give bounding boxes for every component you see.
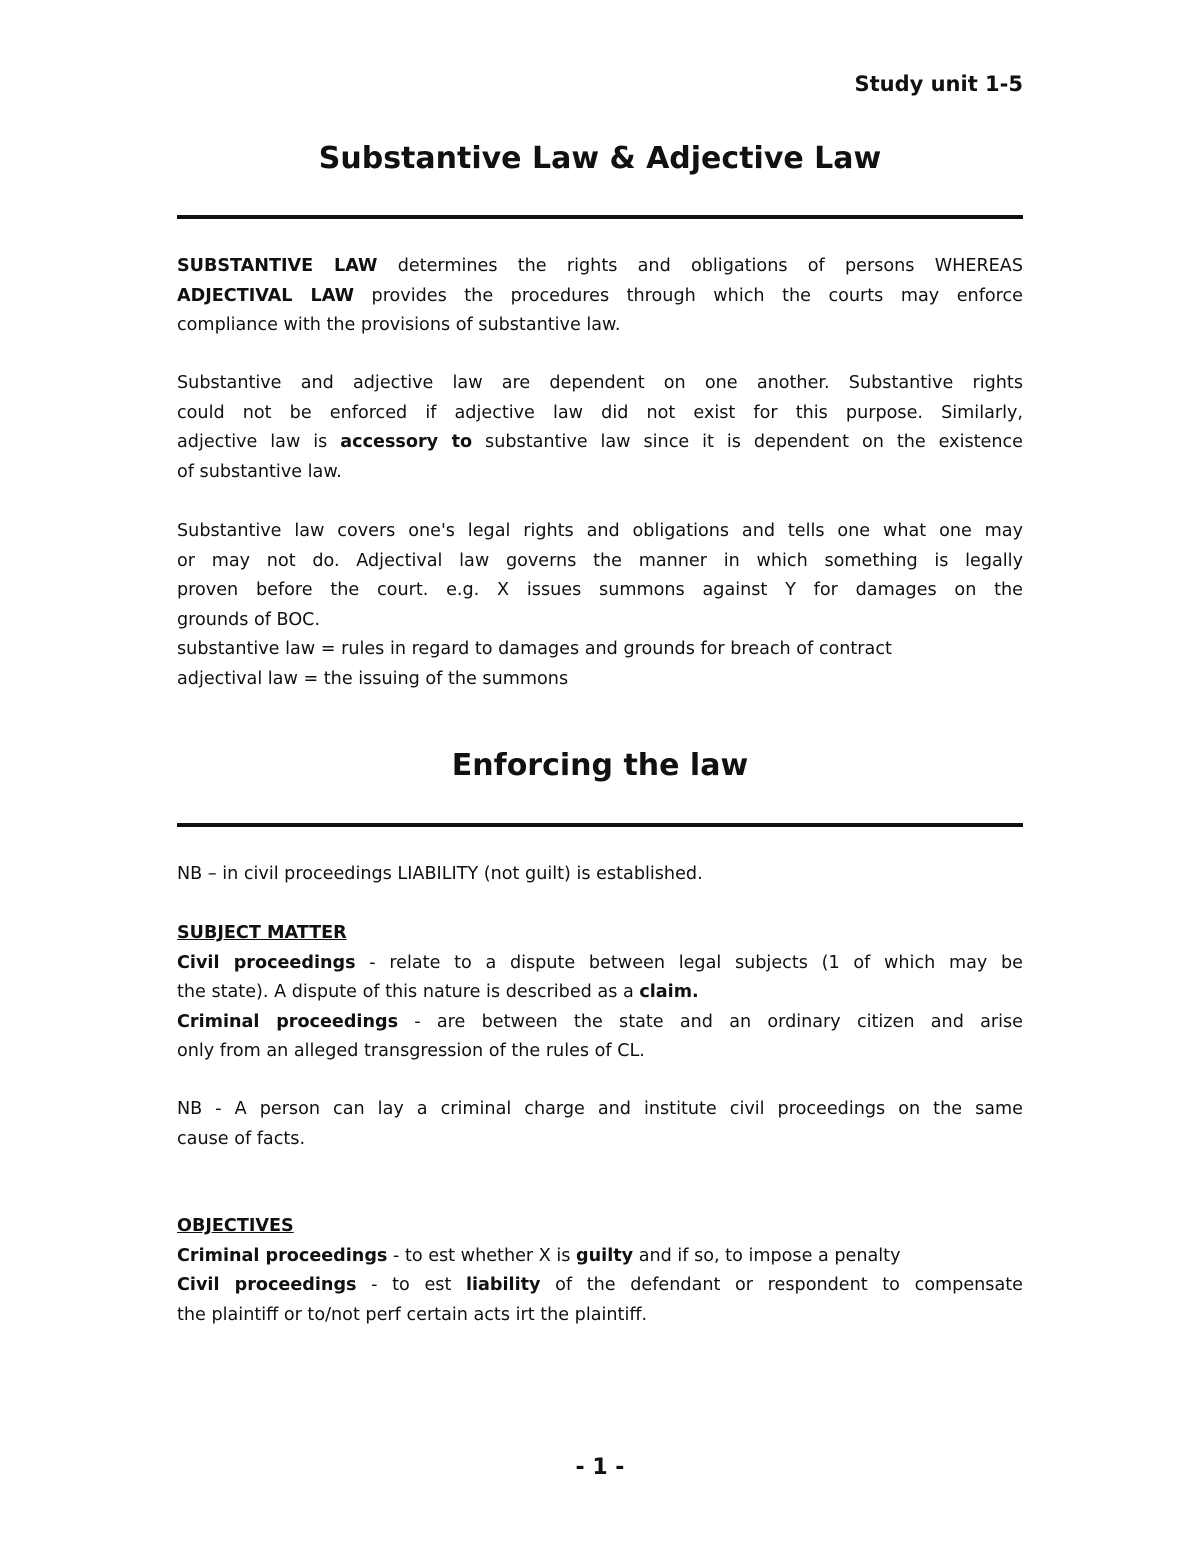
paragraph-example: Substantive law covers one's legal rights and obligations and tells one what one may or may not do. Adjectival law governs the manner in which something is legally proven before the court. e.g. X issues summons against Y for damages on the grounds of BOC. substantive law = rules in regard to damages and grounds for breach of contract adjectival law = the issuing of the summons <box>177 521 1023 689</box>
heading-objectives: OBJECTIVES <box>177 1216 294 1236</box>
page-number: - 1 - <box>575 1455 625 1480</box>
title-divider <box>177 215 1023 219</box>
title-divider <box>177 823 1023 827</box>
paragraph-definitions: SUBSTANTIVE LAW determines the rights and obligations of persons WHEREAS ADJECTIVAL LAW provides the procedures through which the courts may enforce compliance with the provisions of substantive law. <box>177 256 1024 335</box>
term-criminal-proceedings: Criminal proceedings <box>177 1245 388 1266</box>
study-unit-header: Study unit 1-5 <box>854 72 1023 96</box>
heading-subject-matter: SUBJECT MATTER <box>177 923 347 943</box>
nb-criminal-civil-note: NB - A person can lay a criminal charge and institute civil proceedings on the same cause of facts. <box>177 1099 1023 1149</box>
term-civil-proceedings: Civil proceedings <box>177 1275 357 1295</box>
section-title-enforcing-law: Enforcing the law <box>451 748 749 783</box>
objectives-block: OBJECTIVES Criminal proceedings - to est whether X is guilty and if so, to impose a penalty Civil proceedings - to est liability of the defendant or respondent to compensate the plaintiff or to/not perf certain acts irt the plaintiff. <box>177 1216 1023 1325</box>
term-adjectival-law: ADJECTIVAL LAW <box>177 285 354 306</box>
term-guilty: guilty <box>576 1245 634 1266</box>
term-substantive-law: SUBSTANTIVE LAW <box>177 256 378 276</box>
term-criminal-proceedings: Criminal proceedings <box>177 1011 399 1032</box>
paragraph-dependence: Substantive and adjective law are dependent on one another. Substantive rights could not be enforced if adjective law did not exist for this purpose. Similarly, adjective law is accessory to substantive law since it is dependent on the existence of substantive law. <box>177 373 1023 482</box>
term-claim: claim. <box>639 982 699 1002</box>
subject-matter-block: SUBJECT MATTER Civil proceedings - relate to a dispute between legal subjects (1 of which may be the state). A dispute of this nature is described as a claim. Criminal proceedings - are between the state and an ordinary citizen and arise only from an alleged transgression of the rules of CL. <box>177 923 1023 1061</box>
term-accessory-to: accessory to <box>340 432 473 452</box>
term-civil-proceedings: Civil proceedings <box>177 952 356 973</box>
section-title-substantive-adjective: Substantive Law & Adjective Law <box>318 141 882 176</box>
term-liability: liability <box>465 1275 541 1295</box>
nb-liability-note: NB – in civil proceedings LIABILITY (not guilt) is established. <box>177 864 703 884</box>
